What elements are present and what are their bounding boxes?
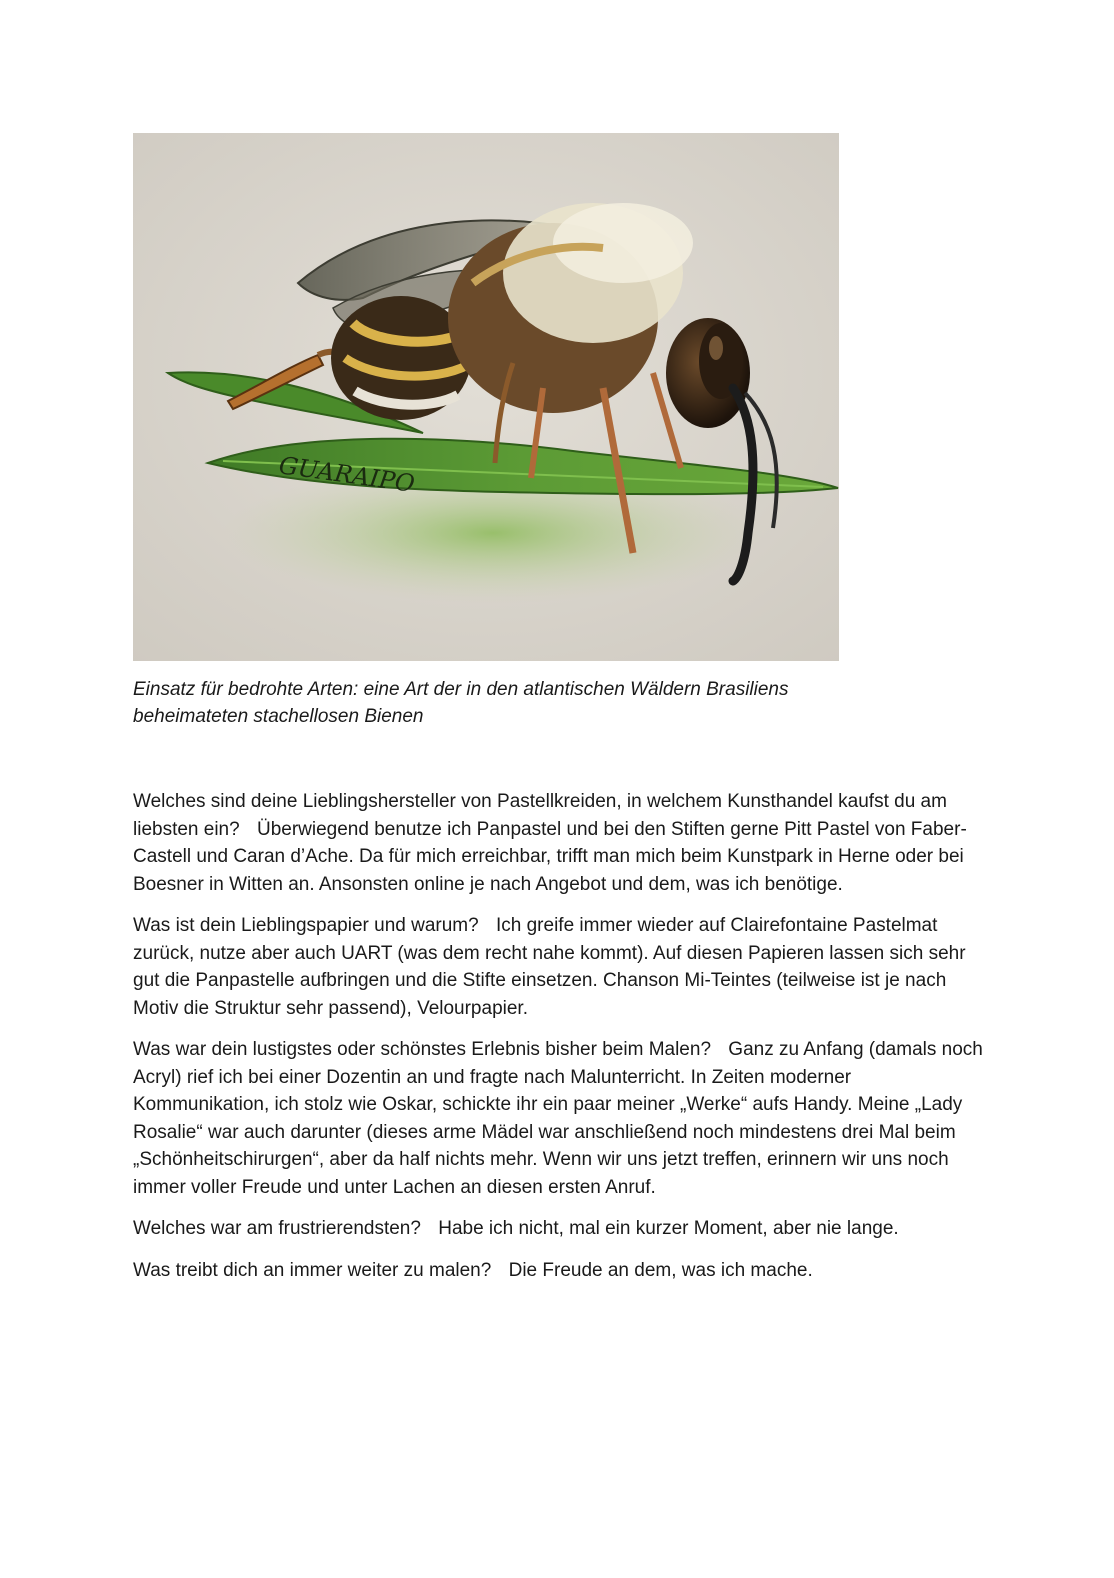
answer-text: Ganz zu Anfang (damals noch Acryl) rief ich bei einer Dozentin an und fragte nach Malunterricht. In Zeiten moderner Kommunikation, ich stolz wie Oskar, schickte ihr ein paar meiner „Werke“ aufs Handy. Meine „Lady Rosalie“ war auch darunter (dieses arme Mädel war anschließend noch mindestens drei Mal beim „Schönheitschirurgen“, aber da half nichts mehr. Wenn wir uns jetzt treffen, erinnern wir uns noch immer voller Freude und unter Lachen an diesen ersten Anruf. [133,1039,983,1198]
question-text: Was war dein lustigstes oder schönstes Erlebnis bisher beim Malen? [133,1039,712,1060]
qa-paragraph [133,912,983,1022]
answer-text: Ich greife immer wieder auf Clairefontaine Pastelmat zurück, nutze aber auch UART (was dem recht nahe kommt). Auf diesen Papieren lassen sich sehr gut die Panpastelle aufbringen und die Stifte einsetzen. Chanson Mi-Teintes (teilweise ist je nach Motiv die Struktur sehr passend), Velourpapier. [133,915,966,1019]
answer-text: Die Freude an dem, was ich mache. [508,1259,813,1281]
interview-text [133,788,983,1298]
question-text: Was treibt dich an immer weiter zu malen? [133,1259,492,1281]
question-text: Was ist dein Lieblingspapier und warum? [133,915,479,936]
leaf-inscription: GUARAIPO [277,451,417,498]
bee-pastel-illustration [133,133,839,661]
qa-paragraph [133,788,983,898]
qa-paragraph [133,1215,983,1243]
answer-text: Überwiegend benutze ich Panpastel und bei den Stiften gerne Pitt Pastel von Faber-Castell und Caran d’Ache. Da für mich erreichbar, trifft man mich beim Kunstpark in Herne oder bei Boesner in Witten an. Ansonsten online je nach Angebot und dem, was ich benötige. [133,818,967,895]
figure-caption: Einsatz für bedrohte Arten: eine Art der in den atlantischen Wäldern Brasiliens beheimateten stachellosen Bienen [133,679,789,727]
qa-paragraph [133,1257,983,1285]
bee-drawing [133,133,839,661]
qa-paragraph [133,1036,983,1201]
question-text: Welches sind deine Lieblingshersteller von Pastellkreiden, in welchem Kunsthandel kaufst du am liebsten ein? [133,791,947,840]
question-text: Welches war am frustrierendsten? [133,1218,421,1239]
answer-text: Habe ich nicht, mal ein kurzer Moment, aber nie lange. [438,1218,899,1239]
